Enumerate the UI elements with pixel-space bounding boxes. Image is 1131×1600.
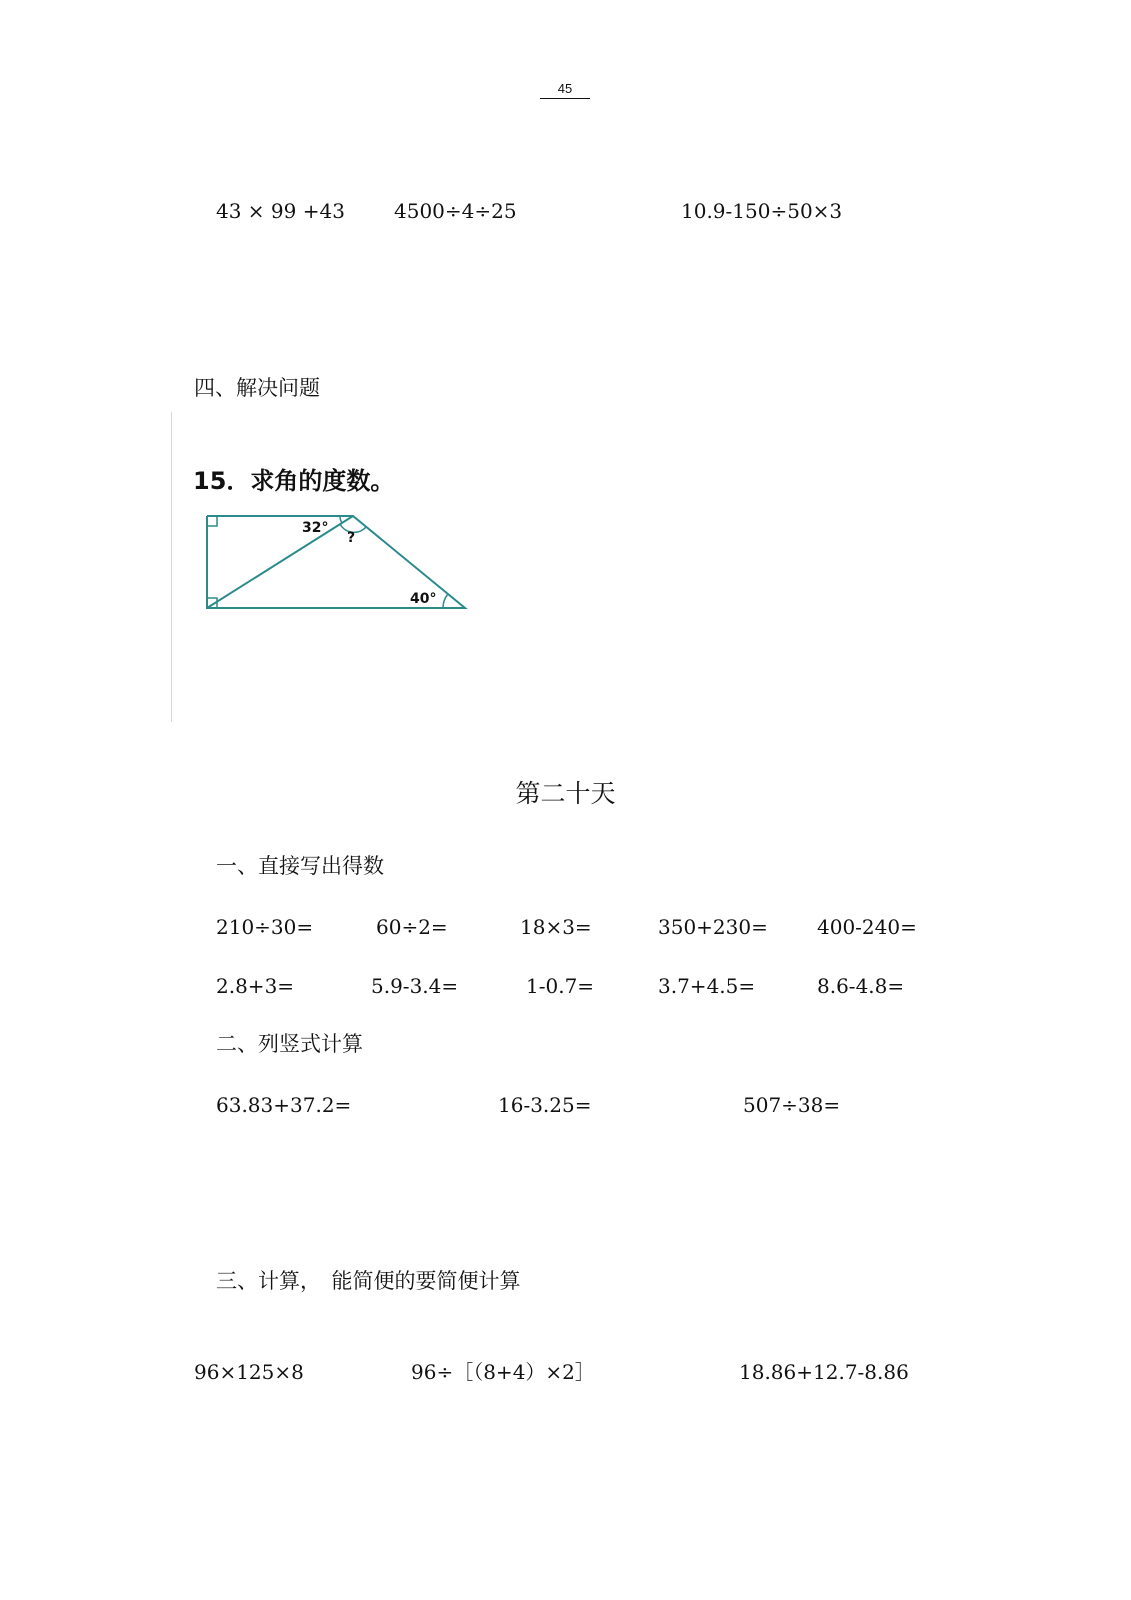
oral-calc-item: 18×3=	[520, 915, 592, 939]
oral-calc-item: 5.9-3.4=	[371, 974, 459, 998]
oral-calc-item: 3.7+4.5=	[658, 974, 756, 998]
section-heading: 四、解决问题	[194, 376, 320, 400]
angle-label-bottom: 40°	[410, 591, 437, 607]
angle-arc-bottom	[443, 594, 448, 608]
calc-expression: 43 × 99 +43	[216, 199, 345, 223]
oral-calc-item: 2.8+3=	[216, 974, 295, 998]
vertical-calc-item: 507÷38=	[743, 1093, 841, 1117]
simplify-calc-item: 96×125×8	[194, 1360, 304, 1384]
trapezoid-figure	[200, 508, 470, 613]
angle-label-unknown: ?	[347, 530, 356, 546]
oral-calc-item: 210÷30=	[216, 915, 314, 939]
diagonal-line	[207, 516, 356, 608]
angle-arc-top	[340, 516, 342, 523]
simplify-calc-item: 18.86+12.7-8.86	[739, 1360, 909, 1384]
day-title: 第二十天	[515, 779, 616, 808]
oral-calc-item: 1-0.7=	[526, 974, 595, 998]
oral-calc-item: 8.6-4.8=	[817, 974, 905, 998]
page-number: 45	[540, 80, 590, 99]
section-heading: 一、直接写出得数	[216, 854, 384, 878]
oral-calc-item: 60÷2=	[376, 915, 448, 939]
vertical-calc-item: 63.83+37.2=	[216, 1093, 352, 1117]
margin-line	[171, 412, 172, 722]
oral-calc-item: 350+230=	[658, 915, 768, 939]
section-heading: 二、列竖式计算	[216, 1032, 363, 1056]
problem-title: 15．求角的度数。	[193, 467, 395, 495]
simplify-calc-item: 96÷［（8+4）×2］	[411, 1360, 595, 1384]
right-angle-marker-top	[207, 516, 217, 526]
section-heading: 三、计算， 能简便的要简便计算	[216, 1269, 521, 1293]
angle-label-top: 32°	[302, 520, 329, 536]
oral-calc-item: 400-240=	[817, 915, 917, 939]
calc-expression: 4500÷4÷25	[394, 199, 517, 223]
calc-expression: 10.9-150÷50×3	[681, 199, 843, 223]
vertical-calc-item: 16-3.25=	[498, 1093, 592, 1117]
